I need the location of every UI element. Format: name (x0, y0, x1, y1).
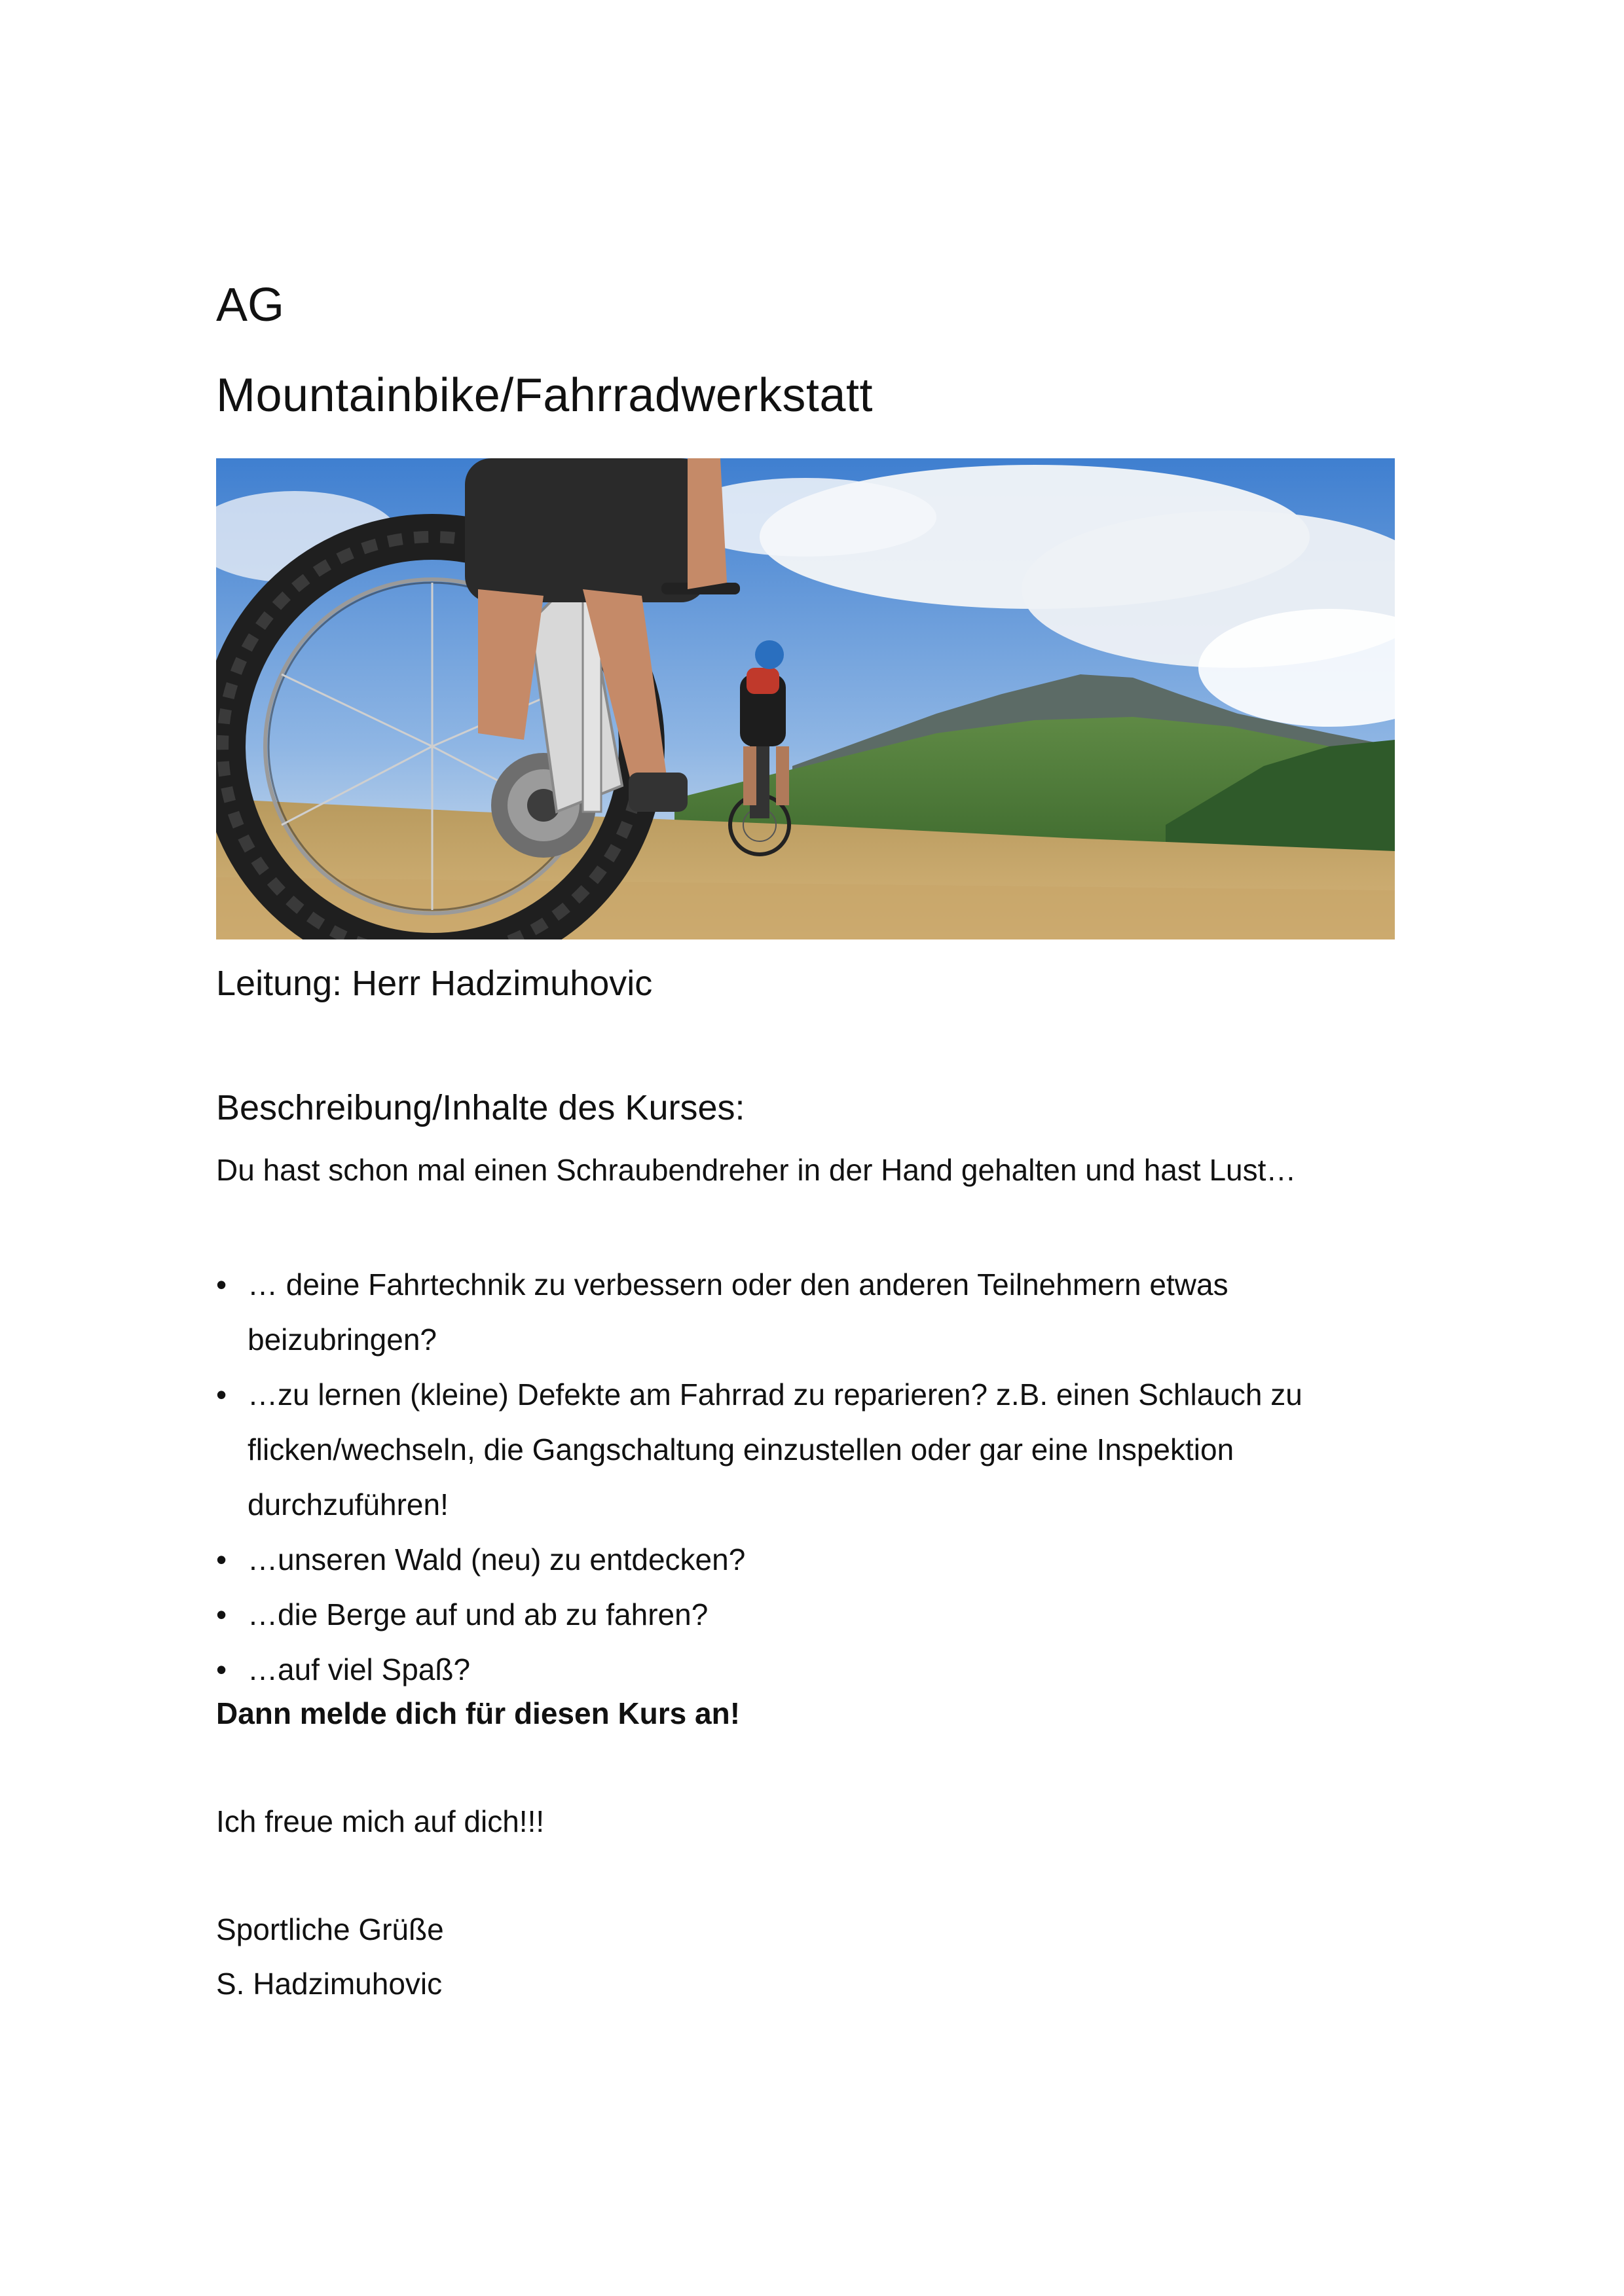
list-item (216, 1257, 1395, 1367)
list-item-text: …auf viel Spaß? (248, 1652, 471, 1686)
description-intro: Du hast schon mal einen Schraubendreher in der Hand gehalten und hast Lust… (216, 1153, 1297, 1187)
list-item (216, 1367, 1395, 1532)
mountain-bike-photo-icon (216, 458, 1395, 939)
bullet-icon: • (216, 1597, 227, 1631)
list-item-text: …zu lernen (kleine) Defekte am Fahrrad zu reparieren? z.B. einen Schlauch zu flicken/wechseln, die Gangschaltung einzustellen oder gar eine Inspektion durchzuführen! (248, 1377, 1302, 1522)
list-item (216, 1642, 1395, 1697)
call-to-action: Dann melde dich für diesen Kurs an! (216, 1696, 741, 1730)
bullet-icon: • (216, 1542, 227, 1576)
signature-name: S. Hadzimuhovic (216, 1967, 443, 2001)
bullet-icon: • (216, 1377, 227, 1412)
bullet-icon: • (216, 1267, 227, 1302)
list-item (216, 1532, 1395, 1587)
title-course-name: Mountainbike/Fahrradwerkstatt (216, 369, 873, 422)
list-item-text: …die Berge auf und ab zu fahren? (248, 1597, 709, 1631)
list-item (216, 1587, 1395, 1642)
list-item-text: …unseren Wald (neu) zu entdecken? (248, 1542, 746, 1576)
list-item-text: … deine Fahrtechnik zu verbessern oder den anderen Teilnehmern etwas beizubringen? (248, 1267, 1228, 1357)
hero-image (216, 458, 1395, 939)
course-leader: Leitung: Herr Hadzimuhovic (216, 964, 653, 1003)
closing-greeting: Sportliche Grüße (216, 1912, 444, 1946)
description-heading: Beschreibung/Inhalte des Kurses: (216, 1088, 745, 1127)
bullet-icon: • (216, 1652, 227, 1686)
activity-list (216, 1257, 1395, 1697)
title-ag: AG (216, 279, 285, 331)
closing-sentence: Ich freue mich auf dich!!! (216, 1804, 545, 1838)
